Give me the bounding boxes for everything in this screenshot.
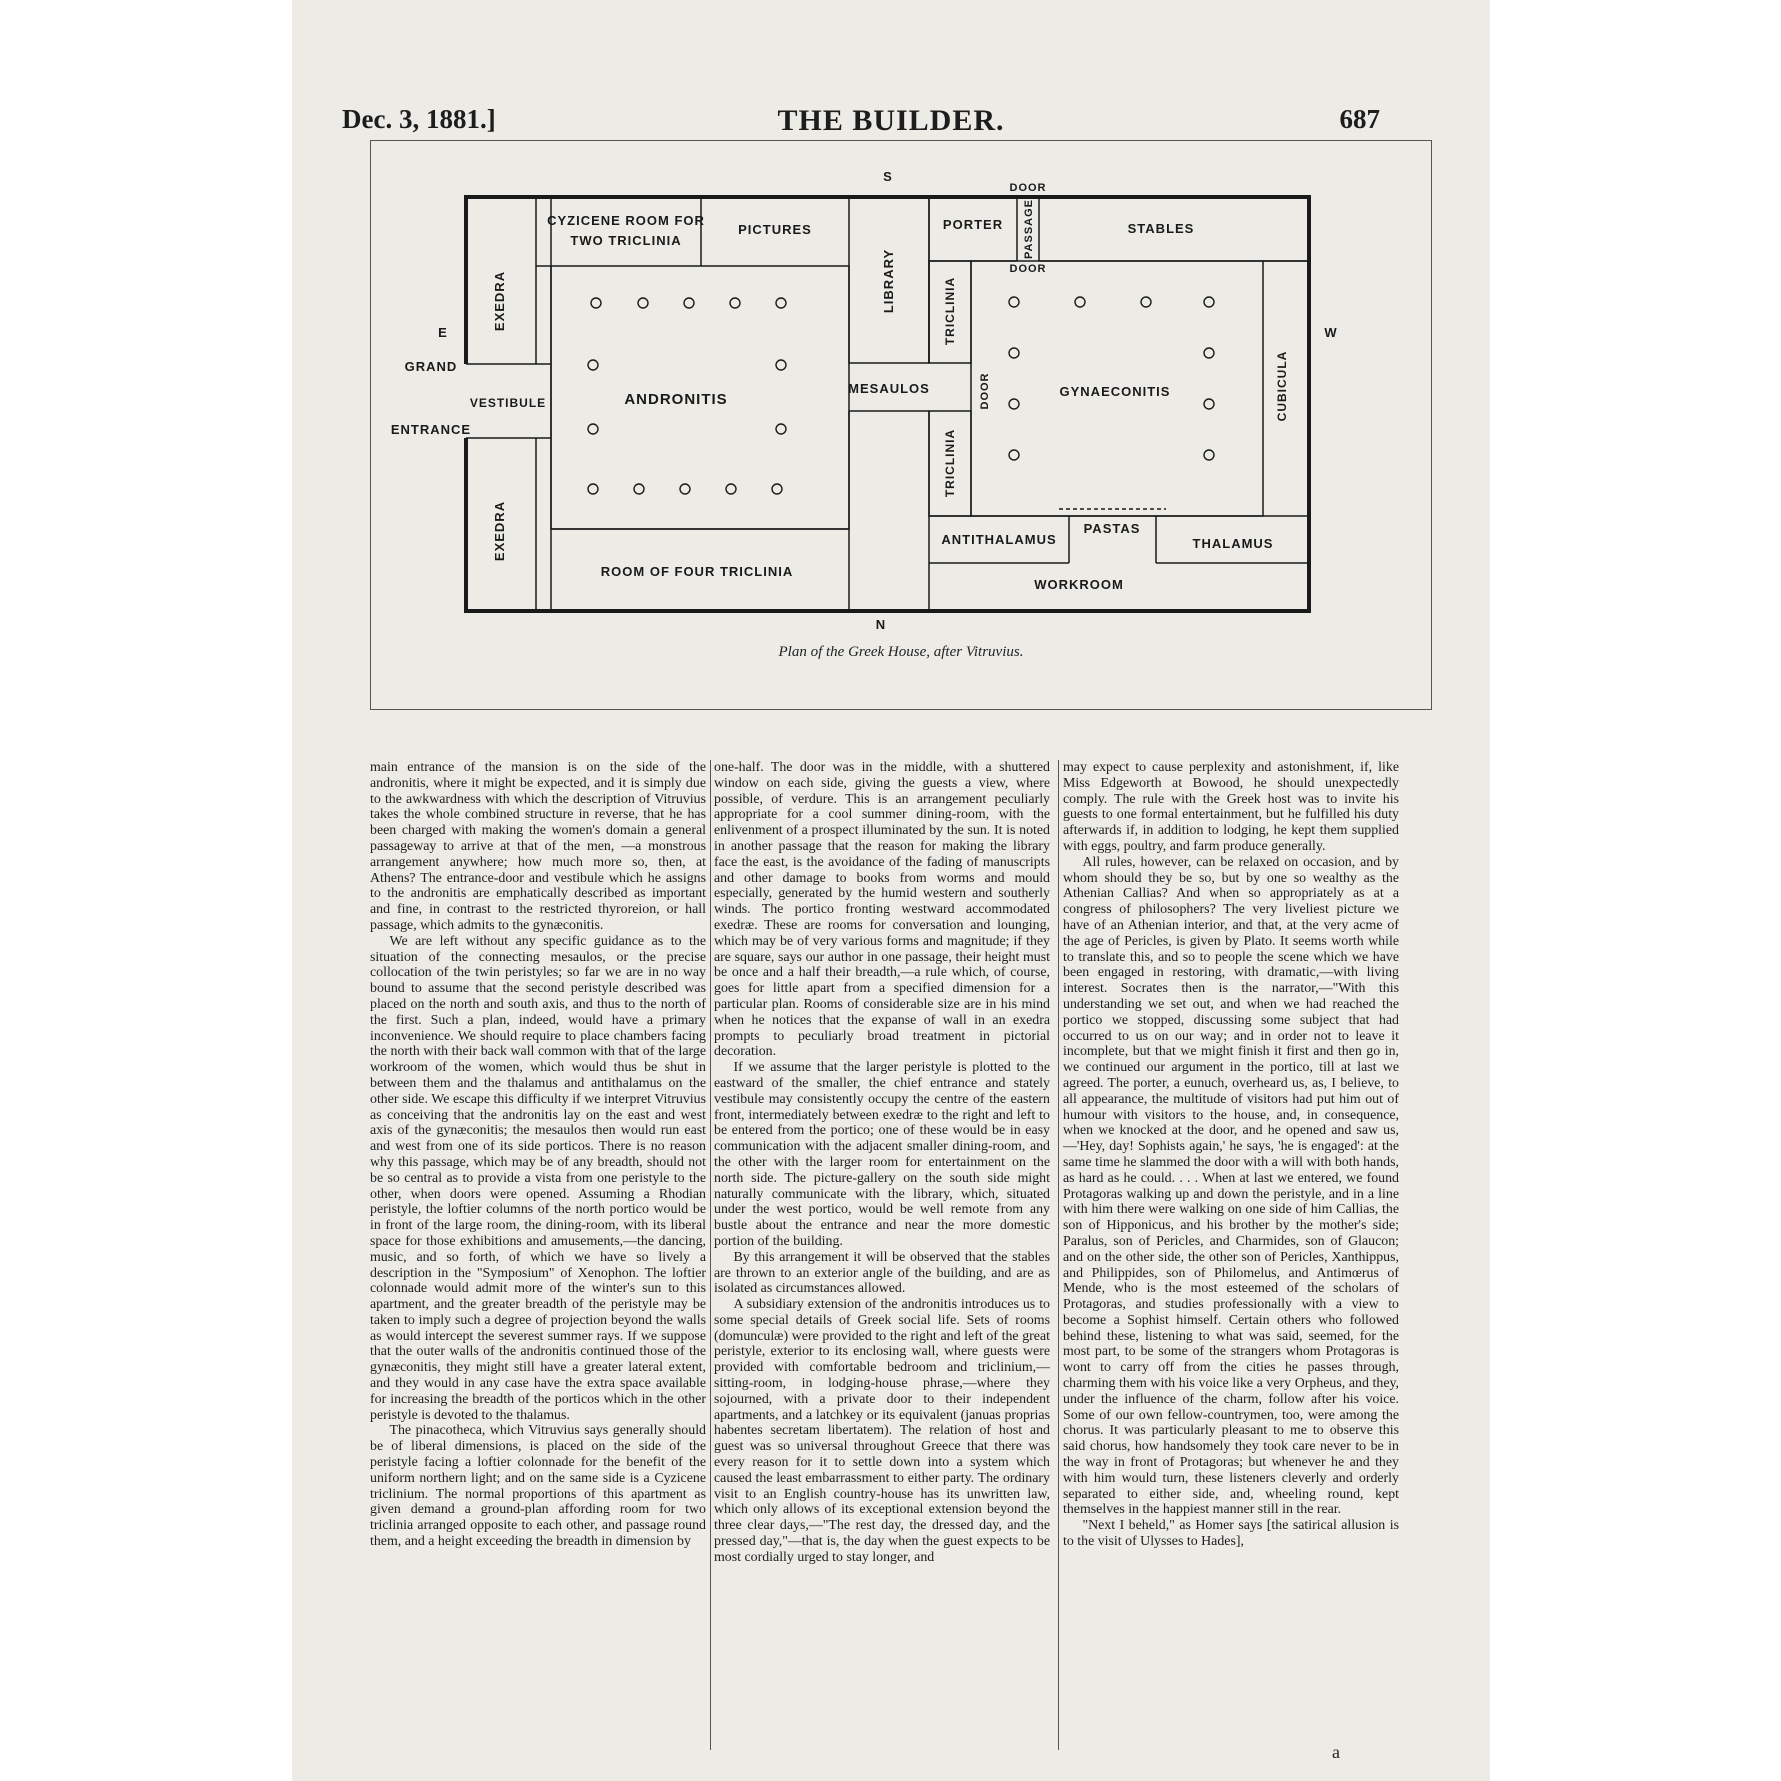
paragraph: "Next I beheld," as Homer says [the satirical allusion is to the visit of Ulysses to Hades], bbox=[1063, 1518, 1399, 1550]
label-mesaulos: MESAULOS bbox=[848, 381, 930, 396]
label-passage: PASSAGE bbox=[1023, 199, 1035, 259]
label-antithalamus: ANTITHALAMUS bbox=[941, 532, 1057, 547]
paragraph: All rules, however, can be relaxed on occasion, and by whom should they be so, but by one so wealthy as the Athenian Callias? And when so appropriately as at a congress of philosophers? The very liveliest picture we have of an Athenian interior, and that, at the very acme of the age of Pericles, is given by Plato. It seems worth while to translate this, and so to people the scene which we have been engaged in restoring, with dramatic,—with living interest. Socrates then is the narrator,—"With this understanding we set out, and when we had reached the portico we stopped, discussing some subject that had occurred to us on our way; and in order not to leave it incomplete, but that we might finish it first and then go in, we continued our argument in the portico, till at last we agreed. The porter, a eunuch, overheard us, as, I believe, to all appearance, the multitude of visitors had put him out of humour with visitors to the house, and, in consequence, when we knocked at the door, and he opened and saw us,—'Hey, day! Sophists again,' he says, 'he is engaged': at the same time he slammed the door with a will with both hands, as hard as he could. . . . When at last we entered, we found Protagoras walking up and down the peristyle, and in a line with him there were walking on one side of him Callias, the son of Hipponicus, and his brother by the mother's side; Paralus, son of Pericles, and Charmides, son of Glaucon; and on the other side, the other son of Pericles, Xanthippus, and Philippides, son of Philomelus, and Antimœrus of Mende, who is the most esteemed of the scholars of Protagoras, and studies professionally with a view to become a Sophist himself. Certain others who followed behind these, listening to what was said, seemed, for the most part, to be some of the strangers whom Protagoras is wont to carry off from the cities he passes through, charming them with his voice like a very Orpheus, and they, under the influence of the charm, follow after his voice. Some of our own fellow-countrymen, too, were among the chorus. It was particularly pleasant to me to observe this said chorus, how handsomely they took care never to be in the way in front of Protagoras; but whenever he and they with him would turn, these listeners cleverly and orderly separated to either side, and, wheeling round, kept themselves in the happiest manner still in the rear. bbox=[1063, 854, 1399, 1518]
greek-house-plan-figure bbox=[370, 140, 1432, 710]
paragraph: By this arrangement it will be observed that the stables are thrown to an exterior angle of the building, and are as isolated as circumstances allowed. bbox=[714, 1249, 1050, 1297]
masthead-title: THE BUILDER. bbox=[777, 104, 1005, 137]
paragraph: one-half. The door was in the middle, with a shuttered window on each side, giving the guests a view, where possible, of verdure. This is an arrangement peculiarly appropriate for a cool summer dining-room, with the enlivenment of a prospect illuminated by the sun. It is noted in another passage that the reason for making the library face the east, is the avoidance of the fading of manuscripts and other damage to books from worms and mould especially, generated by the humid western and southerly winds. The portico fronting westward accommodated exedræ. These are rooms for conversation and lounging, which may be of very various forms and magnitude; if they are square, says our author in one passage, their height must be once and a half their breadth,—a rule which, of course, goes for little apart from a specified dimension for a particular plan. Rooms of considerable size are in his mind when he notices that the expanse of wall in an exedra prompts to peculiarly broad treatment in pictorial decoration. bbox=[714, 760, 1050, 1060]
page-number: 687 bbox=[1339, 104, 1380, 134]
label-two-triclinia: TWO TRICLINIA bbox=[570, 233, 682, 248]
compass-east: E bbox=[438, 325, 448, 340]
label-pictures: PICTURES bbox=[738, 222, 812, 237]
paragraph: The pinacotheca, which Vitruvius says generally should be of liberal dimensions, is placed on the side of the peristyle facing a loftier colonnade for the benefit of the uniform northern light; and on the same side is a Cyzicene triclinium. The normal proportions of this apartment as given demand a ground-plan affording room for two triclinia arranged opposite to each other, and passage round them, and a height exceeding the breadth in dimension by bbox=[370, 1423, 706, 1550]
label-door-top: DOOR bbox=[1009, 182, 1047, 194]
label-pastas: PASTAS bbox=[1083, 521, 1141, 536]
label-door-passage: DOOR bbox=[1009, 263, 1047, 275]
floor-plan-diagram bbox=[371, 141, 1431, 709]
compass-north: N bbox=[875, 617, 887, 632]
label-vestibule: VESTIBULE bbox=[469, 396, 547, 410]
label-cyzicene-room: CYZICENE ROOM FOR bbox=[547, 213, 705, 228]
label-stables: STABLES bbox=[1127, 221, 1195, 236]
compass-west: W bbox=[1324, 325, 1338, 340]
label-porter: PORTER bbox=[942, 217, 1004, 232]
label-exedra-north: EXEDRA bbox=[492, 270, 507, 332]
label-room-four-triclinia: ROOM OF FOUR TRICLINIA bbox=[600, 564, 794, 579]
label-triclinia-south: TRICLINIA bbox=[943, 428, 957, 498]
column-rule bbox=[1058, 760, 1059, 1750]
label-grand: GRAND bbox=[404, 359, 458, 374]
text-column-1 bbox=[370, 760, 706, 1750]
newspaper-page bbox=[292, 0, 1490, 1781]
paragraph: main entrance of the mansion is on the side of the andronitis, where it might be expected, and it is simply due to the awkwardness with which the description of Vitruvius takes the whole combined structure in reverse, that he has been charged with making the women's domain a general passageway to arrive at that of the men, —a monstrous arrangement anywhere; how much more so, then, at Athens? The entrance-door and vestibule which he assigns to the andronitis are emphatically described as important and fine, in contrast to the restricted thyroreion, or hall passage, which admits to the gynæconitis. bbox=[370, 760, 706, 933]
label-library: LIBRARY bbox=[881, 248, 896, 314]
figure-caption: Plan of the Greek House, after Vitruvius. bbox=[778, 644, 1024, 660]
text-column-2 bbox=[714, 760, 1050, 1750]
signature-mark: a bbox=[1332, 1742, 1340, 1762]
compass-south: S bbox=[883, 169, 893, 184]
column-rule bbox=[710, 760, 711, 1750]
label-door-mesaulos: DOOR bbox=[979, 372, 991, 410]
issue-date: Dec. 3, 1881.] bbox=[342, 104, 496, 134]
label-triclinia-north: TRICLINIA bbox=[943, 276, 957, 346]
paragraph: A subsidiary extension of the andronitis introduces us to some special details of Greek social life. Sets of rooms (domunculæ) were provided to the right and left of the great peristyle, exterior to its enclosing wall, where guests were provided with comfortable bedroom and triclinium,—sitting-room, in lodging-house phrase,—where they sojourned, with a private door to their independent apartments, and a latchkey or its equivalent (januas proprias habentes secretam libertatem). The relation of host and guest was so universal throughout Greece that there was every reason for it to settle down into a system which caused the least embarrassment to either party. The ordinary visit to an English country-house has its unwritten law, which only allows of its exceptional extension beyond the three clear days,—"The rest day, the dressed day, and the pressed day,"—that is, the day when the guest expects to be most cordially urged to stay longer, and bbox=[714, 1297, 1050, 1565]
label-andronitis: ANDRONITIS bbox=[624, 391, 728, 408]
label-thalamus: THALAMUS bbox=[1192, 536, 1274, 551]
label-gynaeconitis: GYNAECONITIS bbox=[1059, 384, 1171, 399]
text-column-3 bbox=[1063, 760, 1399, 1750]
paragraph: may expect to cause perplexity and astonishment, if, like Miss Edgeworth at Bowood, he should unexpectedly comply. The rule with the Greek host was to invite his guests to one formal entertainment, but he fulfilled his duty afterwards if, in addition to lodging, he kept them supplied with eggs, poultry, and farm produce generally. bbox=[1063, 760, 1399, 854]
label-workroom: WORKROOM bbox=[1034, 577, 1124, 592]
paragraph: We are left without any specific guidance as to the situation of the connecting mesaulos, or the precise collocation of the twin peristyles; so far we are in no way bound to assume that the second peristyle described was placed on the north and south axis, and thus to the north of the first. Such a plan, indeed, would have a primary inconvenience. We should require to place chambers facing the north with their back wall common with that of the large workroom of the women, which would thus be shut in between them and the thalamus and antithalamus on the other side. We escape this difficulty if we interpret Vitruvius as conceiving that the andronitis lay on the east and west axis of the gynæconitis; the mesaulos then would run east and west from one of its side porticos. There is no reason why this passage, which may be of any breadth, should not be so central as to provide a vista from one peristyle to the other, when doors were opened. Assuming a Rhodian peristyle, the loftier columns of the north portico would be in front of the large room, the dining-room, with its liberal space for those exhibitions and amusements,—the dancing, music, and so forth, of which we have so lively a description in the "Symposium" of Xenophon. The loftier colonnade would admit more of the winter's sun to this apartment, and the greater breadth of the peristyle may be taken to imply such a degree of projection beyond the walls as would intercept the severest summer rays. If we suppose that the outer walls of the andronitis continued those of the gynæconitis, they might still have a greater lateral extent, and they would in any case have the extra space available for increasing the breadth of the porticos which in the other peristyle is devoted to the thalamus. bbox=[370, 933, 706, 1423]
label-entrance: ENTRANCE bbox=[390, 422, 472, 437]
label-exedra-south: EXEDRA bbox=[492, 500, 507, 562]
label-cubicula: CUBICULA bbox=[1275, 350, 1289, 422]
paragraph: If we assume that the larger peristyle is plotted to the eastward of the smaller, the chief entrance and stately vestibule may consistently occupy the centre of the eastern front, intermediately between exedræ to the right and left to be entered from the portico; one of these would be in easy communication with the adjacent smaller dining-room, and the other with the larger room for entertainment on the north side. The picture-gallery on the south side might naturally communicate with the library, which, situated under the west portico, would be well remote from any bustle about the entrance and near the more domestic portion of the building. bbox=[714, 1060, 1050, 1249]
